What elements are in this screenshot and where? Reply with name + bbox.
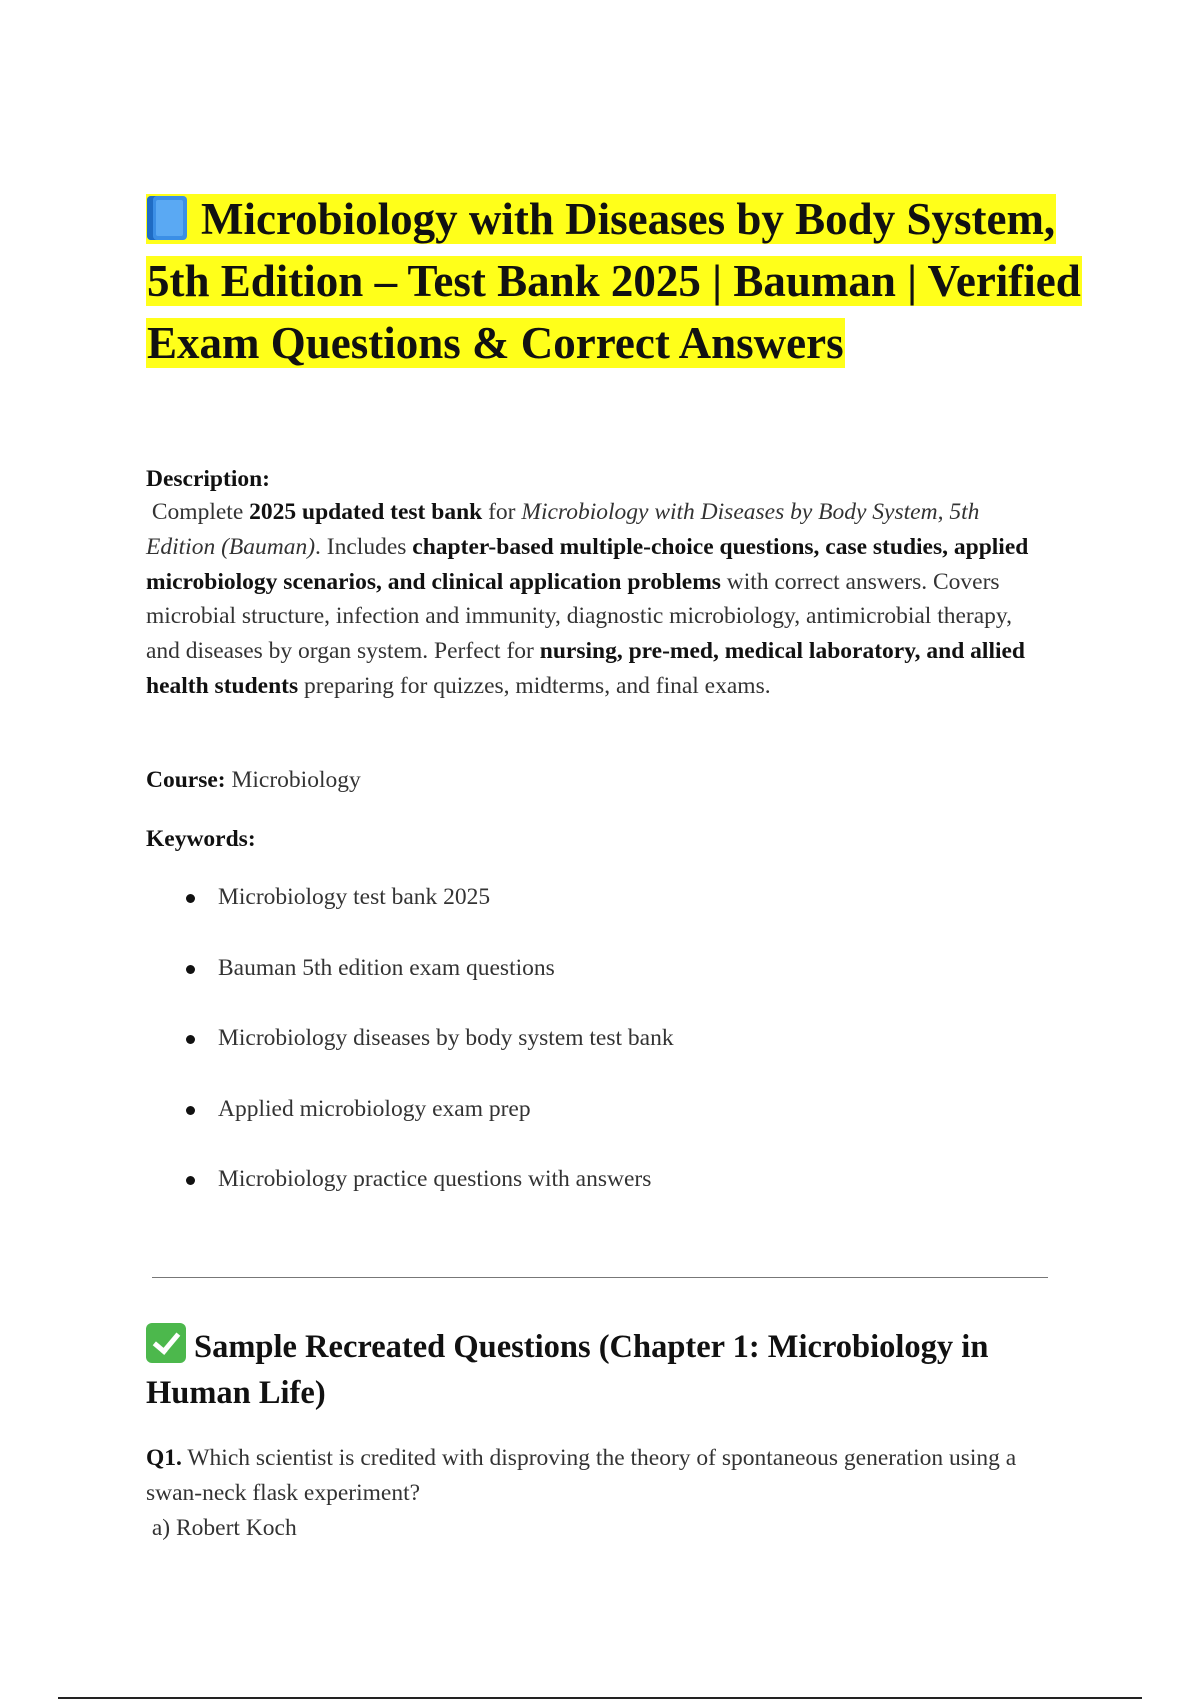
section-heading [146, 1323, 1066, 1416]
keyword-text: Microbiology diseases by body system test bank [218, 1025, 674, 1051]
keyword-text: Bauman 5th edition exam questions [218, 954, 555, 981]
blue-book-icon [147, 196, 187, 240]
bullet-icon [186, 1176, 195, 1185]
title-text: Microbiology with Diseases by Body System, 5th Edition – Test Bank 2025 | Bauman | Verified Exam Questions & Correct Answers [147, 194, 1081, 368]
keyword-item [146, 1092, 1046, 1163]
course-value: Microbiology [225, 767, 361, 793]
bullet-icon [186, 1106, 195, 1115]
course-line [146, 763, 1046, 798]
keyword-item [146, 1021, 1046, 1092]
bullet-icon [186, 894, 195, 903]
page-bottom-border [58, 1697, 1142, 1699]
keywords-list [146, 880, 1046, 1233]
description-bold: 2025 updated test bank [249, 499, 483, 525]
description-text: with correct answers. Covers microbial structure, infection and immunity, diagnostic microbiology, antimicrobial therapy, and diseases by organ system. Perfect for [146, 568, 1013, 665]
description-paragraph [146, 495, 1046, 704]
book-title-italic: Microbiology with Diseases by Body System, 5th Edition (Bauman) [146, 499, 980, 560]
green-check-icon [146, 1323, 186, 1363]
question-number: Q1. [146, 1445, 182, 1471]
keyword-item [146, 1162, 1046, 1233]
question-text: Which scientist is credited with disproving the theory of spontaneous generation using a swan-neck flask experiment? [146, 1445, 1017, 1506]
description-bold: chapter-based multiple-choice questions, case studies, applied microbiology scenarios, and clinical application problems [146, 533, 1029, 595]
description-bold: nursing, pre-med, medical laboratory, and allied health students [146, 638, 1025, 699]
description-text: . Includes [315, 533, 413, 560]
description-label: Description: [146, 466, 271, 492]
keyword-text: Applied microbiology exam prep [218, 1095, 531, 1122]
document-title [146, 188, 1086, 374]
section-divider [152, 1277, 1048, 1278]
keyword-text: Microbiology practice questions with answers [218, 1166, 652, 1192]
answer-option-a: a) Robert Koch [151, 1514, 297, 1541]
section-heading-text: Sample Recreated Questions (Chapter 1: Microbiology in Human Life) [146, 1329, 989, 1411]
keyword-item [146, 951, 1046, 1022]
description-text: preparing for quizzes, midterms, and final exams. [298, 672, 771, 699]
title-highlight [146, 194, 1082, 368]
description-text: Complete [151, 499, 250, 525]
question-1 [146, 1441, 1046, 1545]
description-text: for [482, 499, 522, 525]
keyword-text: Microbiology test bank 2025 [218, 884, 491, 910]
course-label: Course: [146, 767, 226, 793]
keywords-label: Keywords: [146, 826, 256, 852]
bullet-icon [186, 1035, 195, 1044]
bullet-icon [186, 965, 195, 974]
keyword-item [146, 880, 1046, 951]
